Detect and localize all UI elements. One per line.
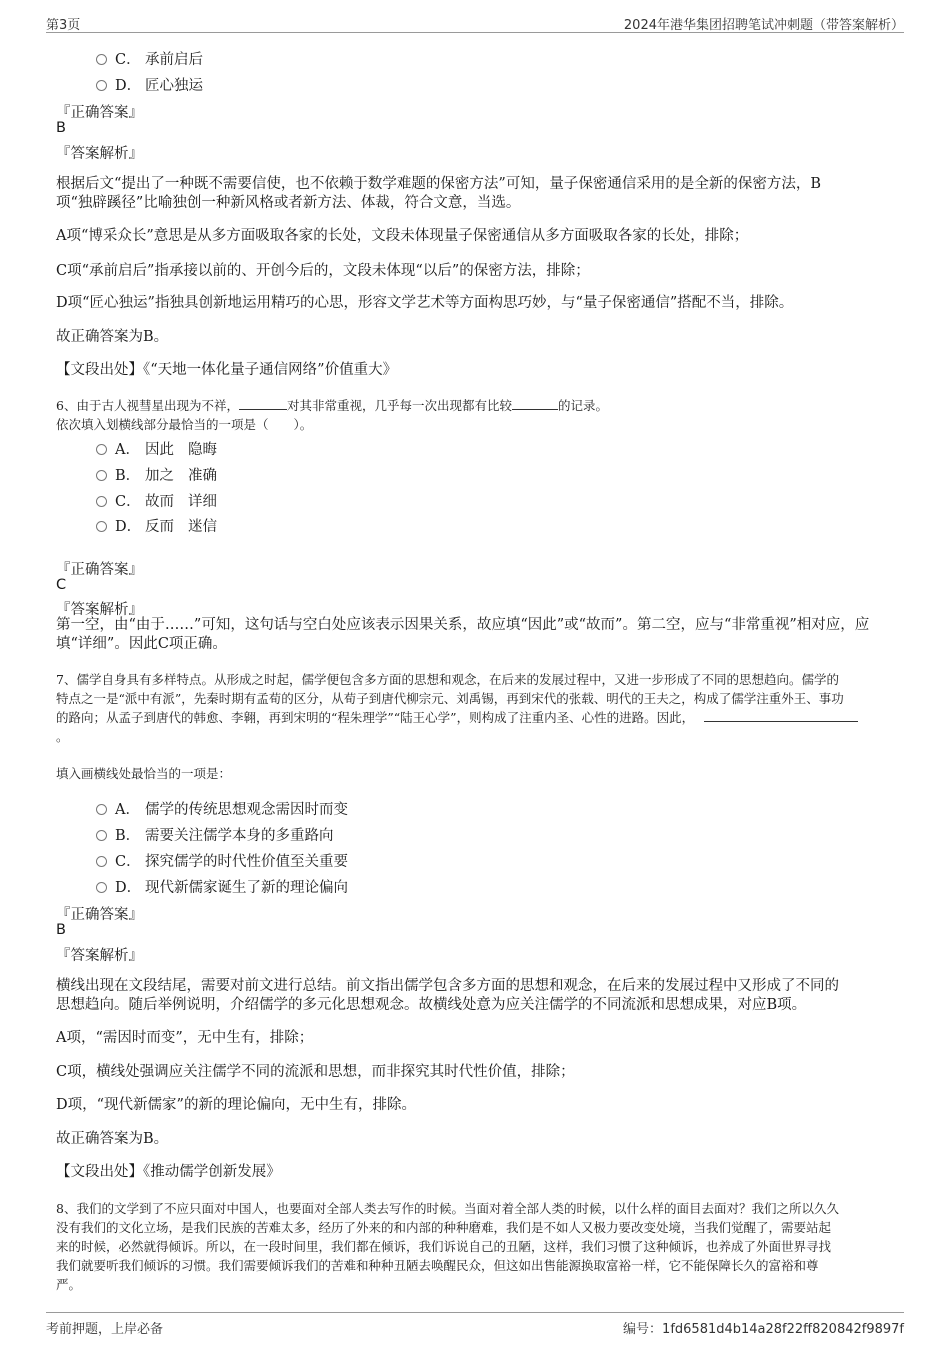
blank-line [512, 397, 558, 410]
analysis-text: 根据后文“提出了一种既不需要信使，也不依赖于数学难题的保密方法”可知，量子保密通信采用的是全新的保密方法，B 项“独辟蹊径”比喻独创一种新风格或者新方法、体裁，符合文意，当选。 [56, 176, 821, 211]
radio-icon[interactable] [96, 80, 107, 91]
analysis-point-c: C项，横线处强调应关注儒学不同的流派和思想，而非探究其时代性价值，排除； [56, 1064, 575, 1080]
blank-line [239, 397, 287, 410]
analysis-text: 第一空，由“由于……”可知，这句话与空白处应该表示因果关系，故应填“因此”或“故而”。第二空，应与“非常重视”相对应，应 填“详细”。因此C项正确。 [56, 617, 870, 652]
radio-icon[interactable] [96, 54, 107, 65]
conclusion: 故正确答案为B。 [56, 1131, 169, 1147]
analysis-label: 『答案解析』 [56, 602, 143, 618]
answer-value: B [56, 120, 66, 136]
q7-option-b[interactable]: B． 需要关注儒学本身的多重路向 [96, 824, 334, 844]
analysis-point-a: A项，“需因时而变”，无中生有，排除； [56, 1030, 314, 1046]
q7-option-d[interactable]: D． 现代新儒家诞生了新的理论偏向 [96, 876, 348, 896]
q7-option-c[interactable]: C． 探究儒学的时代性价值至关重要 [96, 850, 348, 870]
radio-icon[interactable] [96, 444, 107, 455]
answer-value: B [56, 922, 66, 938]
option-d[interactable]: D． 匠心独运 [96, 74, 203, 94]
q6-option-c[interactable]: C． 故而 详细 [96, 490, 217, 510]
page-number: 第3页 [46, 18, 81, 33]
answer-value: C [56, 577, 67, 593]
answer-label: 『正确答案』 [56, 562, 143, 578]
radio-icon[interactable] [96, 856, 107, 867]
option-c[interactable]: C． 承前启后 [96, 48, 203, 68]
document-id: 编号：1fd6581d4b14a28f22ff820842f9897f [623, 1322, 904, 1337]
radio-icon[interactable] [96, 496, 107, 507]
radio-icon[interactable] [96, 521, 107, 532]
analysis-text: 横线出现在文段结尾，需要对前文进行总结。前文指出儒学包含多方面的思想和观念，在后来的发展过程中又形成了不同的 思想趋向。随后举例说明，介绍儒学的多元化思想观念。故横线处意为应关注儒学的不同流派和思想成果，对应B项。 [56, 978, 839, 1013]
source-citation: 【文段出处】《推动儒学创新发展》 [56, 1164, 281, 1180]
question-7-prompt: 填入画横线处最恰当的一项是： [56, 766, 232, 781]
q6-option-d[interactable]: D． 反而 迷信 [96, 515, 217, 535]
question-8-stem: 8、我们的文学到了不应只面对中国人，也要面对全部人类去写作的时候。当面对着全部人类的时候，以什么样的面目去面对？我们之所以久久 没有我们的文化立场，是我们民族的苦难太多，经历了外来的和内部的种种磨难，我们是不如人又极力要改变处境，当我们觉醒了，需要站起 来的时候，必然就得倾诉。所以，在一段时间里，我们都在倾诉，我们诉说自己的丑陋，这样，我们习惯了这种倾诉，也养成了外面世界寻找 我们就要听我们倾诉的习惯。我们需要倾诉我们的苦难和种种丑陋去唤醒民众，但这如出售能源换取富裕一样，它不能保障长久的富裕和尊 严。 [56, 1201, 839, 1292]
radio-icon[interactable] [96, 882, 107, 893]
analysis-point-d: D项“匠心独运”指独具创新地运用精巧的心思，形容文学艺术等方面构思巧妙，与“量子保密通信”搭配不当，排除。 [56, 295, 794, 311]
question-6-stem: 6、由于古人视彗星出现为不祥， 对其非常重视，几乎每一次出现都有比较 的记录。 依次填入划横线部分最恰当的一项是（ ）。 [56, 398, 608, 432]
radio-icon[interactable] [96, 830, 107, 841]
page-header [46, 12, 904, 33]
analysis-label: 『答案解析』 [56, 948, 143, 964]
analysis-point-a: A项“博采众长”意思是从多方面吸取各家的长处，文段未体现量子保密通信从多方面吸取各家的长处，排除； [56, 228, 749, 244]
radio-icon[interactable] [96, 804, 107, 815]
footer-slogan: 考前押题，上岸必备 [46, 1322, 164, 1337]
blank-line [704, 709, 858, 722]
document-title: 2024年港华集团招聘笔试冲刺题（带答案解析） [623, 18, 904, 33]
conclusion: 故正确答案为B。 [56, 329, 169, 345]
question-7-stem: 7、儒学自身具有多样特点。从形成之时起，儒学便包含多方面的思想和观念，在后来的发展过程中，又进一步形成了不同的思想趋向。儒学的 特点之一是“派中有派”，先秦时期有孟荀的区分，从荀子到唐代柳宗元、刘禹锡，再到宋代的张载、明代的王夫之，构成了儒学注重外王、事功 的路向；从孟子到唐代的韩愈、李翱，再到宋明的“程朱理学”“陆王心学”，则构成了注重内圣、心性的进路。因此， 。 [56, 670, 896, 746]
q7-option-a[interactable]: A． 儒学的传统思想观念需因时而变 [96, 798, 348, 818]
answer-label: 『正确答案』 [56, 907, 143, 923]
source-citation: 【文段出处】《“天地一体化量子通信网络”价值重大》 [56, 362, 398, 378]
q6-option-b[interactable]: B． 加之 准确 [96, 464, 217, 484]
analysis-point-c: C项“承前启后”指承接以前的、开创今后的，文段未体现“以后”的保密方法，排除； [56, 263, 590, 279]
answer-label: 『正确答案』 [56, 105, 143, 121]
radio-icon[interactable] [96, 470, 107, 481]
analysis-label: 『答案解析』 [56, 146, 143, 162]
q6-option-a[interactable]: A． 因此 隐晦 [96, 438, 217, 458]
analysis-point-d: D项，“现代新儒家”的新的理论偏向，无中生有，排除。 [56, 1097, 416, 1113]
page-footer [46, 1312, 904, 1337]
